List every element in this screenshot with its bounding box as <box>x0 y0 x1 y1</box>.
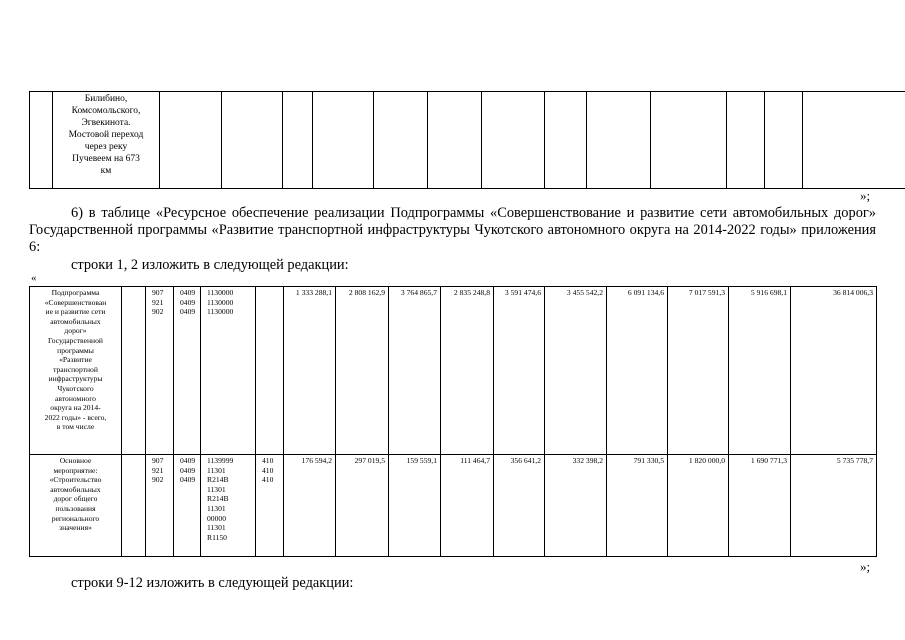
value-cell: 297 019,5 <box>336 455 389 557</box>
vr-cell: 410 410 410 <box>256 455 284 557</box>
grbs-cell: 907 921 902 <box>146 455 174 557</box>
value-cell: 5 735 778,7 <box>791 455 877 557</box>
rz-cell: 0409 0409 0409 <box>174 287 201 455</box>
value-cell: 111 464,7 <box>441 455 494 557</box>
table-row <box>30 455 877 557</box>
value-cell: 36 814 006,3 <box>791 287 877 455</box>
value-cell: 1 820 000,0 <box>668 455 729 557</box>
value-cell: 791 330,5 <box>607 455 668 557</box>
object-name-cell: Билибино, Комсомольского, Эгвекинота. Мостовой переход через реку Пучевеем на 673 км <box>53 92 160 189</box>
vr-cell <box>256 287 284 455</box>
value-cell: 6 091 134,6 <box>607 287 668 455</box>
paragraph-6: 6) в таблице «Ресурсное обеспечение реализации Подпрограммы «Совершенствование и развитие сети автомобильных дорог» Государственной программы «Развитие транспортной инфраструктуры Чукотского автономного округа на 2014-2022 годы» приложения 6: <box>29 205 876 255</box>
value-cell: 3 455 542,2 <box>545 287 607 455</box>
table-fragment-top <box>29 91 905 189</box>
grbs-cell: 907 921 902 <box>146 287 174 455</box>
value-cell: 7 017 591,3 <box>668 287 729 455</box>
value-cell: 356 641,2 <box>494 455 545 557</box>
closing-quote: »; <box>860 559 871 574</box>
value-cell: 2 835 248,8 <box>441 287 494 455</box>
rows-1-2-instruction: строки 1, 2 изложить в следующей редакции: <box>71 257 349 273</box>
program-name-cell: Подпрограмма «Совершенствован ие и развитие сети автомобильных дорог» Государственной программы «Развитие транспортной инфраструктуры Чукотского автономного округа на 2014- 2022 годы» - всего, в том числе <box>30 287 122 455</box>
rz-cell: 0409 0409 0409 <box>174 455 201 557</box>
resource-table <box>29 286 877 557</box>
value-cell: 332 398,2 <box>545 455 607 557</box>
empty-cell <box>122 287 146 455</box>
value-cell: 159 559,1 <box>389 455 441 557</box>
value-cell: 3 764 865,7 <box>389 287 441 455</box>
csr-cell: 1130000 1130000 1130000 <box>201 287 256 455</box>
value-cell: 1 690 771,3 <box>729 455 791 557</box>
closing-quote: »; <box>860 188 871 203</box>
value-cell: 176 594,2 <box>284 455 336 557</box>
empty-cell <box>122 455 146 557</box>
value-cell: 2 808 162,9 <box>336 287 389 455</box>
value-cell: 5 916 698,1 <box>729 287 791 455</box>
table-row <box>30 287 877 455</box>
value-cell: 1 333 288,1 <box>284 287 336 455</box>
program-name-cell: Основное мероприятие: «Строительство автомобильных дорог общего пользования регионального значения» <box>30 455 122 557</box>
csr-cell: 1139999 11301 R214B 11301 R214B 11301 00000 11301 R1150 <box>201 455 256 557</box>
value-cell: 3 591 474,6 <box>494 287 545 455</box>
rows-9-12-instruction: строки 9-12 изложить в следующей редакции: <box>71 575 354 591</box>
table-row <box>30 92 905 189</box>
opening-quote: « <box>31 272 37 284</box>
